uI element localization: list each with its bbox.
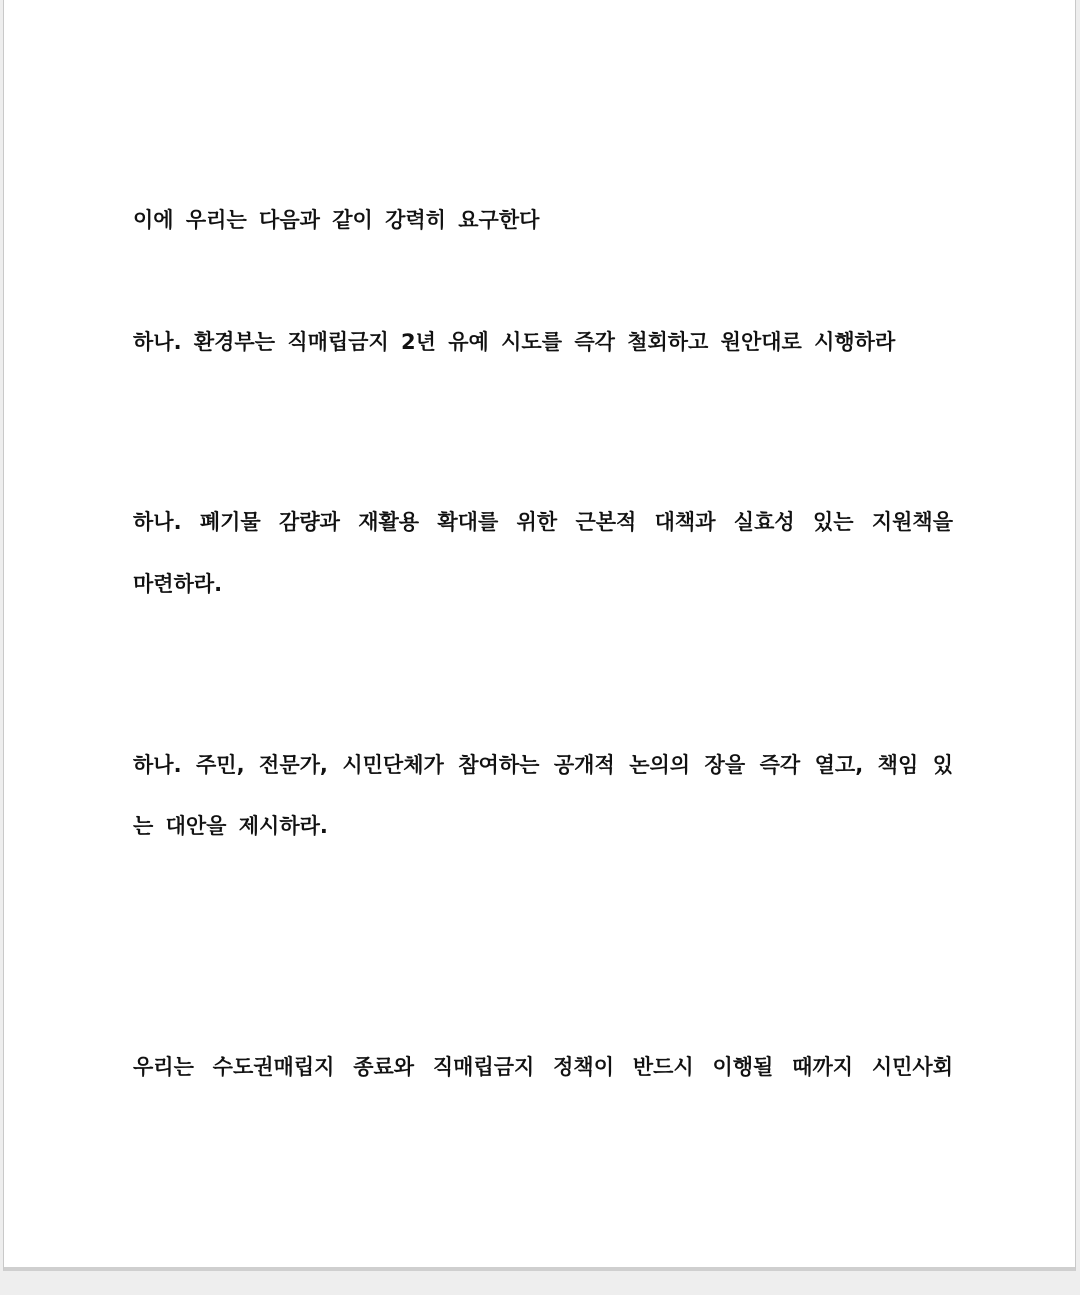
closing-statement: 우리는 수도권매립지 종료와 직매립금지 정책이 반드시 이행될 때까지 시민사회 xyxy=(133,1055,953,1079)
intro-statement: 이에 우리는 다음과 같이 강력히 요구한다 xyxy=(133,208,540,232)
demand-2-line-2: 마련하라. xyxy=(133,572,223,596)
demand-3-line-2: 는 대안을 제시하라. xyxy=(133,814,328,838)
demand-3-line-1: 하나. 주민, 전문가, 시민단체가 참여하는 공개적 논의의 장을 즉각 열고, 책임 있 xyxy=(133,753,953,777)
document-page xyxy=(3,0,1076,1271)
demand-1: 하나. 환경부는 직매립금지 2년 유예 시도를 즉각 철회하고 원안대로 시행하라 xyxy=(133,330,896,354)
demand-2-line-1: 하나. 폐기물 감량과 재활용 확대를 위한 근본적 대책과 실효성 있는 지원책을 xyxy=(133,510,953,534)
